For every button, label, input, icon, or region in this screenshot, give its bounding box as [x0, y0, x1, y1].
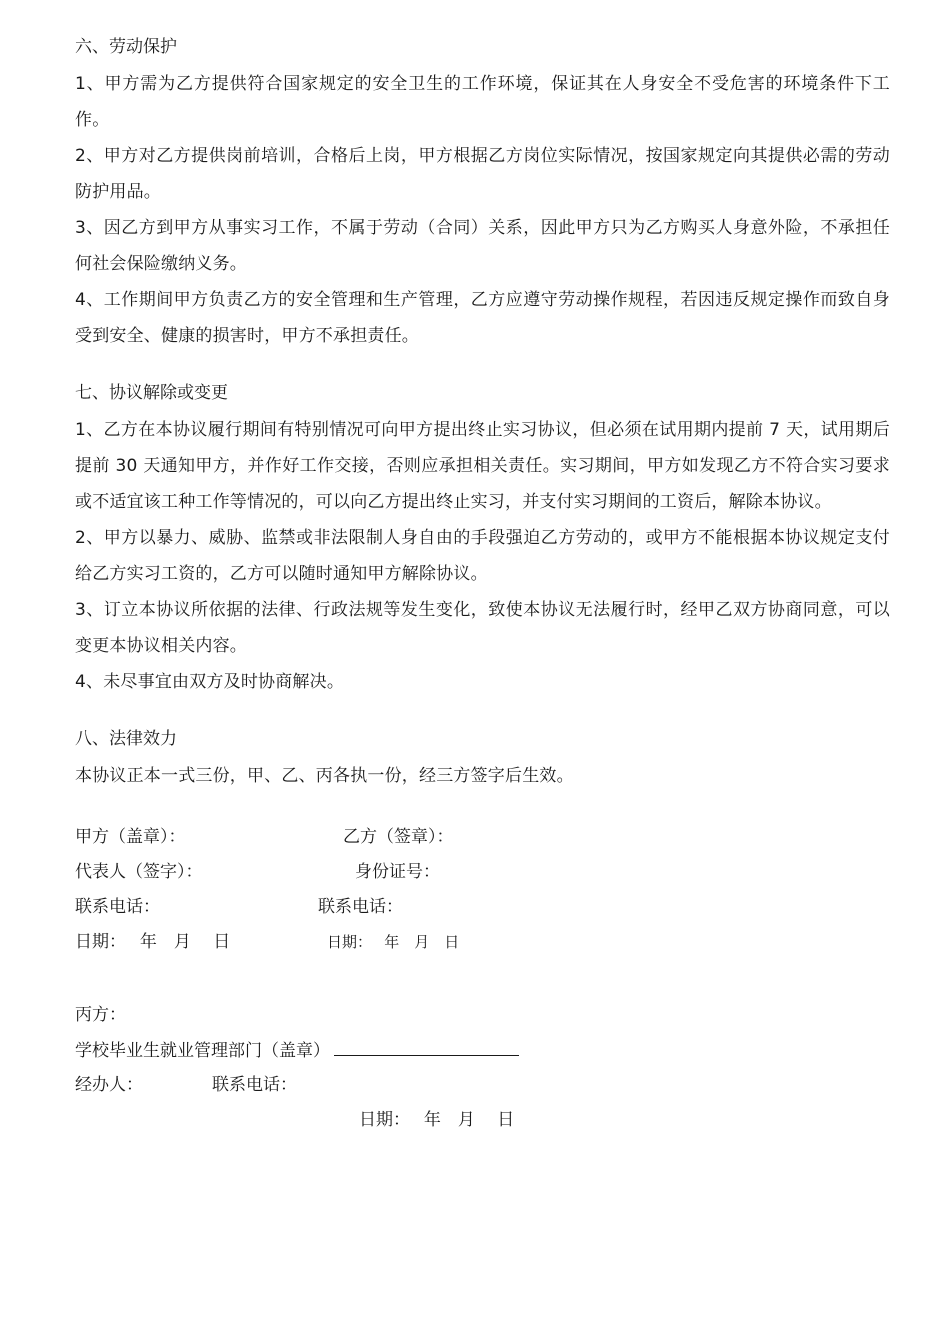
section-gap [75, 700, 890, 726]
section-8-text: 本协议正本一式三份，甲、乙、丙各执一份，经三方签字后生效。 [75, 766, 574, 786]
section-gap [75, 794, 890, 820]
party-b-sign-label: 乙方（签章）： [343, 827, 454, 847]
party-b-phone-label: 联系电话： [318, 897, 403, 917]
document-page [75, 34, 890, 1138]
signature-row-date [75, 925, 890, 960]
party-c-block [75, 998, 890, 1138]
party-a-date-label: 日期： 年 月 日 [75, 932, 231, 952]
party-c-row-date [75, 1103, 890, 1138]
signature-block [75, 820, 890, 960]
section-6-item-2: 2、甲方对乙方提供岗前培训，合格后上岗，甲方根据乙方岗位实际情况，按国家规定向其提供必需的劳动防护用品。 [75, 146, 890, 202]
section-gap [75, 960, 890, 998]
section-8-heading: 八、法律效力 [75, 729, 177, 749]
section-7-item-4: 4、未尽事宜由双方及时协商解决。 [75, 672, 345, 692]
section-7-item-1: 1、乙方在本协议履行期间有特别情况可向甲方提出终止实习协议，但必须在试用期内提前 7 天，试用期后提前 30 天通知甲方，并作好工作交接，否则应承担相关责任。实习期间，甲方如发现乙方不符合实习要求或不适宜该工种工作等情况的，可以向乙方提出终止实习，并支付实习期间的工资后，解除本协议。 [75, 420, 890, 512]
party-c-date-label: 日期： 年 月 日 [359, 1110, 515, 1130]
party-a-seal-label: 甲方（盖章）： [75, 827, 186, 847]
party-c-phone-label: 联系电话： [212, 1075, 297, 1095]
section-6-item-1: 1、甲方需为乙方提供符合国家规定的安全卫生的工作环境，保证其在人身安全不受危害的环境条件下工作。 [75, 74, 890, 130]
seal-blank-line [334, 1033, 519, 1056]
party-c-label: 丙方： [75, 1005, 126, 1025]
representative-label: 代表人（签字）： [75, 862, 203, 882]
party-c-department-label: 学校毕业生就业管理部门（盖章） [75, 1041, 330, 1061]
party-c-handler-label: 经办人： [75, 1075, 143, 1095]
party-b-date-label: 日期： 年 月 日 [327, 933, 460, 951]
party-c-row-label [75, 998, 890, 1033]
signature-row-seal [75, 820, 890, 855]
section-gap [75, 354, 890, 380]
section-6-heading: 六、劳动保护 [75, 37, 177, 57]
party-c-department-line [75, 1033, 519, 1069]
signature-row-phone [75, 890, 890, 925]
section-7-item-2: 2、甲方以暴力、威胁、监禁或非法限制人身自由的手段强迫乙方劳动的，或甲方不能根据本协议规定支付给乙方实习工资的，乙方可以随时通知甲方解除协议。 [75, 528, 890, 584]
section-7-item-3: 3、订立本协议所依据的法律、行政法规等发生变化，致使本协议无法履行时，经甲乙双方协商同意，可以变更本协议相关内容。 [75, 600, 890, 656]
section-6-item-4: 4、工作期间甲方负责乙方的安全管理和生产管理，乙方应遵守劳动操作规程，若因违反规定操作而致自身受到安全、健康的损害时，甲方不承担责任。 [75, 290, 890, 346]
signature-row-representative [75, 855, 890, 890]
section-6-item-3: 3、因乙方到甲方从事实习工作，不属于劳动（合同）关系，因此甲方只为乙方购买人身意外险，不承担任何社会保险缴纳义务。 [75, 218, 890, 274]
id-number-label: 身份证号： [355, 862, 440, 882]
party-c-row-handler [75, 1068, 890, 1103]
section-7-heading: 七、协议解除或变更 [75, 383, 228, 403]
party-a-phone-label: 联系电话： [75, 897, 160, 917]
party-c-row-department [75, 1033, 890, 1068]
